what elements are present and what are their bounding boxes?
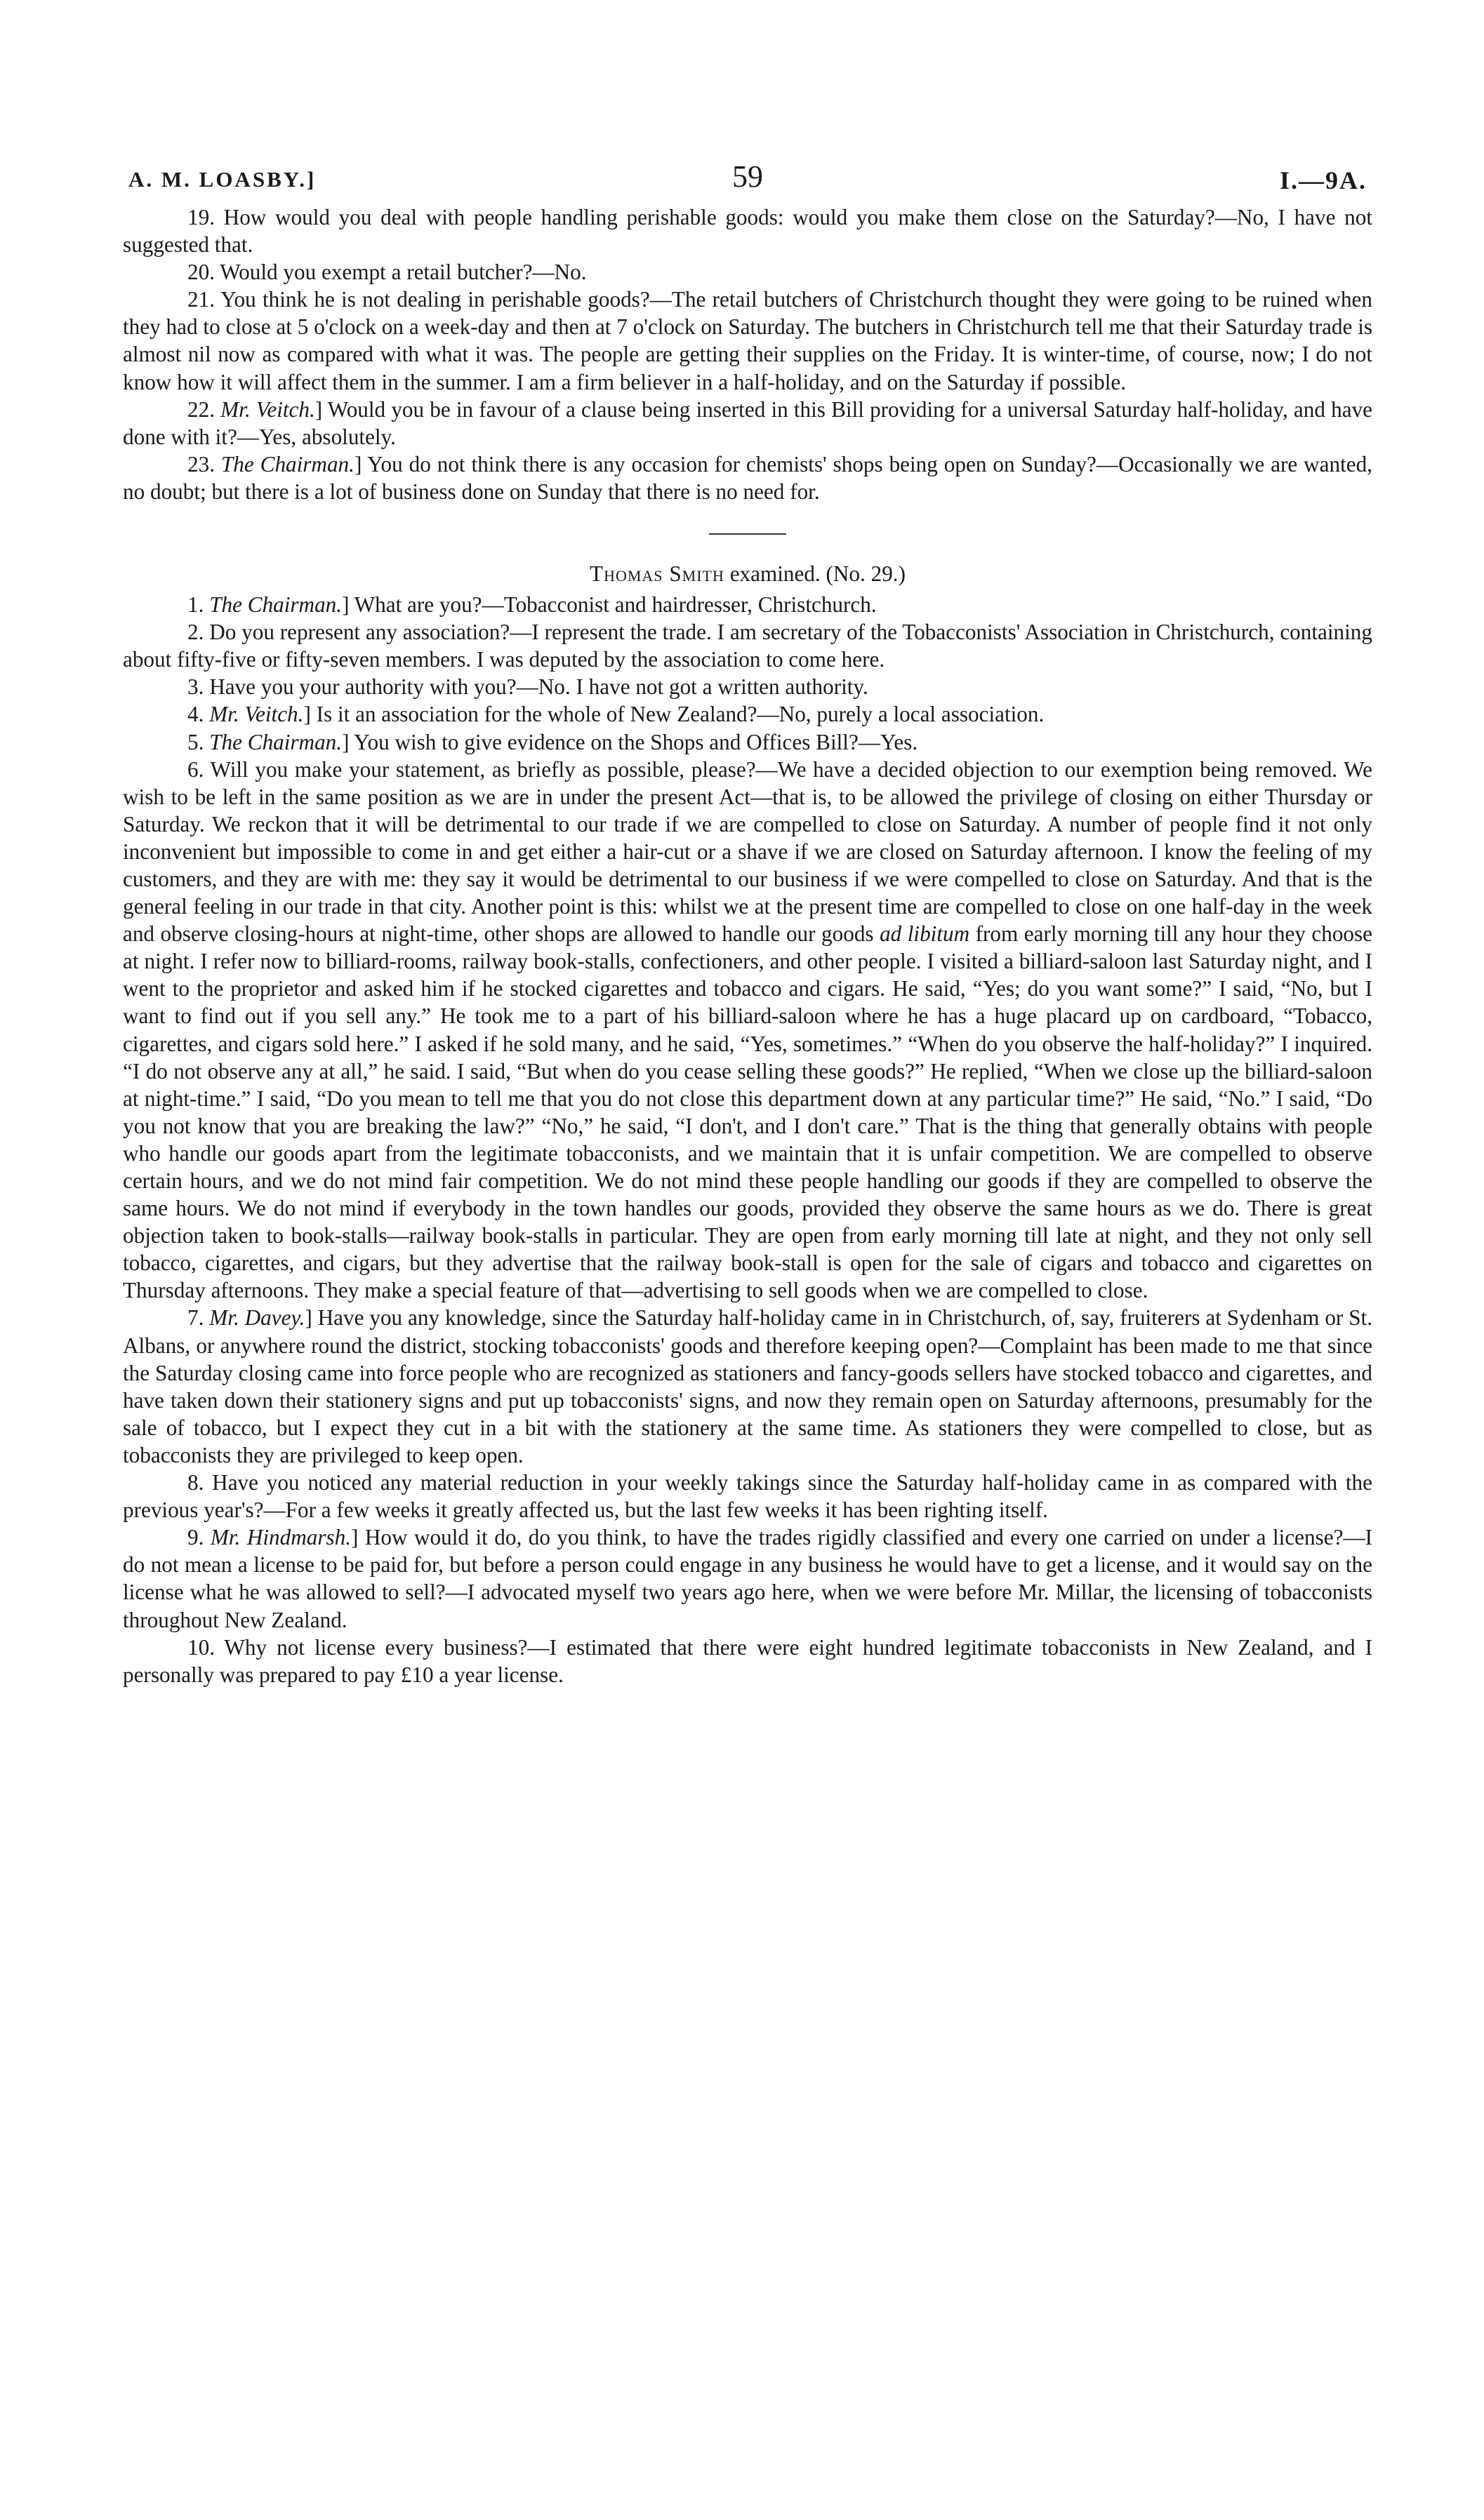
continued-evidence xyxy=(123,204,1372,505)
document-page xyxy=(123,140,1372,1688)
header-witness-name: A. M. LOASBY.] xyxy=(128,167,317,192)
question-2: 2. Do you represent any association?—I represent the trade. I am secretary of the Tobacconists' Association in Christchurch, containing about fifty-five or fifty-seven members. I was deputed by the association to come here. xyxy=(123,620,1372,672)
witness-heading xyxy=(123,560,1372,588)
speaker-name: The Chairman. xyxy=(209,729,343,754)
question-6: 6. Will you make your statement, as briefly as possible, please?—We have a decided objection to our exemption being removed. We wish to be left in the same position as we are in under the present Act—that is, to be allowed the privilege of closing on either Thursday or Saturday. We reckon that it will be detrimental to our trade if we are compelled to close on Saturday. A number of people find it not only inconvenient but impossible to come in and get either a hair-cut or a shave if we are closed on Saturday afternoon. I know the feeling of my customers, and they are with me: they say it would be detrimental to our business if we were compelled to close on Saturday. And that is the general feeling in our trade in that city. Another point is this: whilst we at the present time are compelled to close on one half-day in the week and observe closing-hours at night-time, other shops are allowed to handle our goods ad libitum from early morning till any hour they choose at night. I refer now to billiard-rooms, railway book-stalls, confectioners, and other people. I visited a billiard-saloon last Saturday night, and I went to the proprietor and asked him if he stocked cigarettes and tobacco and cigars. He said, “Yes; do you want some?” I said, “No, but I want to find out if you sell any.” He took me to a part of his billiard-saloon where he has a huge placard up on cardboard, “Tobacco, cigarettes, and cigars sold here.” I asked if he sold many, and he said, “Yes, sometimes.” “When do you observe the half-holiday?” I inquired. “I do not observe any at all,” he said. I said, “But when do you cease selling these goods?” He replied, “When we close up the billiard-saloon at night-time.” I said, “Do you mean to tell me that you do not close this department down at any particular time?” He said, “No.” I said, “Do you not know that you are breaking the law?” “No,” he said, “I don't, and I don't care.” That is the thing that generally obtains with people who handle our goods apart from the legitimate tobacconists, and we maintain that it is unfair competition. We are compelled to observe certain hours, and we do not mind fair competition. We do not mind these people handling our goods if they are compelled to observe the same hours. We do not mind if everybody in the town handles our goods, provided they observe the same hours as we do. There is great objection taken to book-stalls—railway book-stalls in particular. They are open from early morning till late at night, and they not only sell tobacco, cigarettes, and cigars, but they advertise that the railway book-stall is open for the sale of cigars and tobacco and cigarettes on Thursday afternoons. They make a special feature of that—advertising to sell goods when we are compelled to close. xyxy=(123,756,1373,1303)
speaker-name: Mr. Veitch. xyxy=(220,396,315,422)
question-9: 9. Mr. Hindmarsh.] How would it do, do you think, to have the trades rigidly classified and every one carried on under a license?—I do not mean a license to be paid for, but before a person could engage in any business he would have to get a license, and it would say on the license what he was allowed to sell?—I advocated myself two years ago here, when we were before Mr. Millar, the licensing of tobacconists throughout New Zealand. xyxy=(123,1525,1372,1632)
header-paper-reference: I.—9A. xyxy=(1279,166,1367,194)
question-8: 8. Have you noticed any material reduction in your weekly takings since the Saturday half-holiday came in as compared with the previous year's?—For a few weeks it greatly affected us, but the last few weeks it has been righting itself. xyxy=(123,1470,1372,1523)
section-divider xyxy=(709,533,786,535)
question-20: 20. Would you exempt a retail butcher?—No. xyxy=(187,260,587,285)
question-1: 1. The Chairman.] What are you?—Tobacconist and hairdresser, Christchurch. xyxy=(187,592,877,618)
question-23: 23. The Chairman.] You do not think there is any occasion for chemists' shops being open on Sunday?—Occasionally we are wanted, no doubt; but there is a lot of business done on Sunday that there is no need for. xyxy=(123,451,1372,504)
witness-evidence xyxy=(123,591,1372,1688)
latin-phrase: ad libitum xyxy=(880,921,970,947)
speaker-name: Mr. Veitch. xyxy=(209,702,304,727)
question-3: 3. Have you your authority with you?—No. I have not got a written authority. xyxy=(187,674,868,700)
speaker-name: The Chairman. xyxy=(220,451,355,476)
question-7: 7. Mr. Davey.] Have you any knowledge, since the Saturday half-holiday came in in Christchurch, of, say, fruiterers at Sydenham or St. Albans, or anywhere round the district, stocking tobacconists' goods and therefore keeping open?—Complaint has been made to me that since the Saturday closing came into force people who are recognized as stationers and fancy-goods sellers have stocked tobacco and cigarettes, and have taken down their stationery signs and put up tobacconists' signs, and now they remain open on Saturday afternoons, presumably for the sale of tobacco, but I expect they cut in a bit with the stationery at the same time. As stationers they were compelled to close, but as tobacconists they are privileged to keep open. xyxy=(123,1305,1373,1467)
question-4: 4. Mr. Veitch.] Is it an association for the whole of New Zealand?—No, purely a local association. xyxy=(187,702,1045,727)
question-21: 21. You think he is not dealing in perishable goods?—The retail butchers of Christchurch thought they were going to be ruined when they had to close at 5 o'clock on a week-day and then at 7 o'clock on Saturday. The butchers in Christchurch tell me that their Saturday trade is almost nil now as compared with what it was. The people are getting their supplies on the Friday. It is winter-time, of course, now; I do not know how it will affect them in the summer. I am a firm believer in a half-holiday, and on the Saturday if possible. xyxy=(123,287,1372,394)
speaker-name: Mr. Hindmarsh. xyxy=(210,1525,351,1550)
page-number: 59 xyxy=(732,159,763,194)
page-header xyxy=(123,140,1372,204)
speaker-name: The Chairman. xyxy=(209,592,343,618)
witness-name: Thomas Smith xyxy=(590,561,724,587)
question-10: 10. Why not license every business?—I estimated that there were eight hundred legitimate tobacconists in New Zealand, and I personally was prepared to pay £10 a year license. xyxy=(123,1634,1372,1687)
question-5: 5. The Chairman.] You wish to give evidence on the Shops and Offices Bill?—Yes. xyxy=(187,729,918,754)
speaker-name: Mr. Davey. xyxy=(209,1305,305,1331)
question-19: 19. How would you deal with people handling perishable goods: would you make them close on the Saturday?—No, I have not suggested that. xyxy=(123,205,1372,258)
witness-heading-rest: examined. (No. 29.) xyxy=(724,561,906,587)
question-22: 22. Mr. Veitch.] Would you be in favour of a clause being inserted in this Bill providing for a universal Saturday half-holiday, and have done with it?—Yes, absolutely. xyxy=(123,396,1373,449)
